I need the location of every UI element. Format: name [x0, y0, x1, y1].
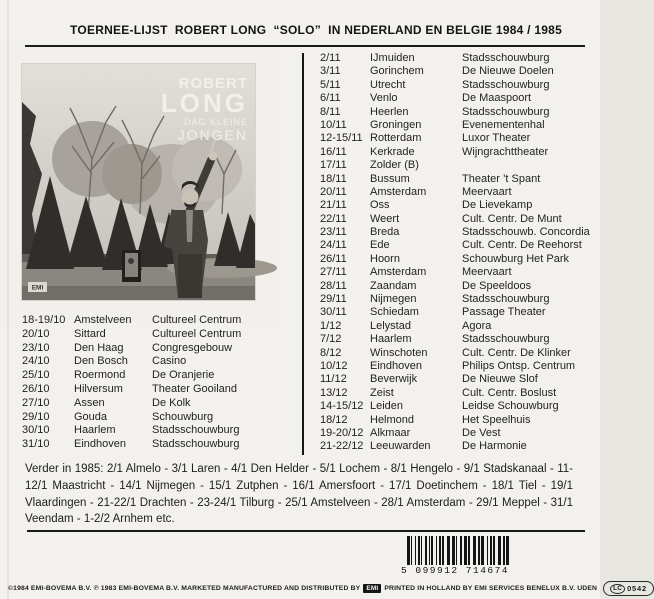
tour-city: Alkmaar [370, 426, 411, 439]
tour-date: 31/10 [22, 438, 50, 451]
tour-venue: De Oranjerie [152, 369, 215, 382]
tour-row [22, 314, 300, 328]
tour-date: 30/11 [320, 306, 347, 319]
tour-venue: Philips Ontsp. Centrum [462, 359, 576, 372]
tour-row [320, 320, 590, 333]
tour-row [320, 159, 590, 172]
tour-row [320, 65, 590, 78]
tour-row [320, 280, 590, 293]
tour-date: 18/11 [320, 172, 347, 185]
tour-city: Winschoten [370, 346, 428, 359]
tour-city: Den Bosch [74, 355, 128, 368]
tour-date: 20/11 [320, 185, 347, 198]
tour-city: Den Haag [74, 341, 124, 354]
printed-by-text: PRINTED IN HOLLAND BY EMI SERVICES BENELUX B.V. UDEN [384, 585, 598, 592]
tour-city: Rotterdam [370, 132, 422, 145]
tour-date: 16/11 [320, 145, 347, 158]
tour-venue: Evenementenhal [462, 118, 545, 131]
tour-row [320, 440, 590, 453]
tour-venue: De Speeldoos [462, 279, 532, 292]
tour-date: 5/11 [320, 78, 341, 91]
tour-row [320, 373, 590, 386]
tour-city: Amstelveen [74, 314, 132, 326]
tour-row [320, 132, 590, 145]
tour-date: 21-22/12 [320, 440, 364, 453]
tour-venue: Stadsschouwburg [462, 52, 550, 64]
barcode-number: 5 099912 714674 [400, 565, 509, 576]
tour-venue: Luxor Theater [462, 132, 531, 145]
tour-date: 29/11 [320, 293, 347, 306]
tour-row [320, 213, 590, 226]
tour-date: 18/12 [320, 413, 348, 426]
tour-city: Nijmegen [370, 293, 417, 306]
tour-row [320, 266, 590, 279]
tour-row [320, 400, 590, 413]
tour-city: Zeist [370, 386, 394, 399]
tour-date: 25/10 [22, 369, 50, 382]
tour-date: 2/11 [320, 52, 341, 64]
tour-row [320, 106, 590, 119]
tour-city: Zolder (B) [370, 159, 419, 172]
tour-list-nov-dec [320, 52, 590, 454]
tour-row [320, 146, 590, 159]
tour-venue: Meervaart [462, 185, 512, 198]
tour-venue: De Nieuwe Slof [462, 373, 538, 386]
tour-row [320, 360, 590, 373]
tour-date: 23/11 [320, 226, 347, 239]
tour-row [320, 347, 590, 360]
tour-venue: Theater ’t Spant [462, 172, 541, 185]
tour-city: Beverwijk [370, 373, 418, 386]
tour-row [22, 355, 300, 369]
tour-date: 26/10 [22, 382, 50, 395]
tour-date: 24/11 [320, 239, 347, 252]
tour-date: 27/11 [320, 266, 347, 279]
tour-city: Zaandam [370, 279, 417, 292]
tour-city: Venlo [370, 92, 398, 105]
copyright-text-left: ©1984 EMI-BOVEMA B.V. ℗ 1983 EMI-BOVEMA B.V. MARKETED MANUFACTURED AND DISTRIBUTED BY [8, 585, 361, 592]
tour-city: Roermond [74, 369, 126, 382]
footer-divider [27, 530, 585, 532]
tour-venue: Stadsschouwburg [462, 78, 550, 91]
tour-date: 20/10 [22, 327, 50, 340]
tour-row [320, 119, 590, 132]
tour-city: Sittard [74, 327, 106, 340]
tour-venue: Cult. Centr. De Reehorst [462, 239, 582, 252]
tour-venue: Cultureel Centrum [152, 327, 242, 340]
tour-venue: Cult. Centr. De Klinker [462, 346, 571, 359]
tour-row [22, 438, 300, 452]
tour-date: 12-15/11 [320, 132, 363, 145]
tour-date: 27/10 [22, 396, 50, 409]
tour-venue: Meervaart [462, 266, 512, 279]
tour-date: 18-19/10 [22, 314, 66, 326]
tour-date: 26/11 [320, 252, 347, 265]
tour-date: 17/11 [320, 159, 347, 172]
tour-venue: Leidse Schouwburg [462, 400, 559, 413]
tour-venue: Stadsschouwb. Concordia [462, 226, 590, 239]
tour-venue: De Harmonie [462, 440, 527, 453]
tour-city: Eindhoven [74, 438, 126, 451]
tour-venue: De Kolk [152, 396, 191, 409]
tour-date: 22/11 [320, 212, 347, 225]
tour-row [22, 342, 300, 356]
tour-city: Amsterdam [370, 266, 427, 279]
tour-city: Hilversum [74, 382, 123, 395]
tour-row [22, 424, 300, 438]
tour-row [320, 306, 590, 319]
tour-row [22, 369, 300, 383]
tour-row [320, 414, 590, 427]
tour-city: Oss [370, 199, 390, 212]
tour-date: 10/11 [320, 118, 347, 131]
tour-city: Breda [370, 226, 400, 239]
tour-row [22, 328, 300, 342]
emi-logo: EMI [363, 584, 381, 593]
tour-date: 14-15/12 [320, 400, 364, 413]
tour-city: Assen [74, 396, 105, 409]
tour-venue: Schouwburg Het Park [462, 252, 569, 265]
tour-row [320, 186, 590, 199]
lc-label: LC [610, 584, 625, 594]
tour-row [320, 52, 590, 65]
barcode [398, 536, 512, 578]
tour-date: 13/12 [320, 386, 348, 399]
tour-venue: Casino [152, 355, 187, 368]
tour-row [320, 79, 590, 92]
tour-city: Leeuwarden [370, 440, 431, 453]
tour-row [22, 397, 300, 411]
tour-venue: Stadsschouwburg [462, 293, 550, 306]
column-divider [302, 53, 304, 455]
tour-list-october [22, 314, 300, 452]
tour-city: Weert [370, 212, 400, 225]
tour-venue: Cultureel Centrum [152, 314, 242, 326]
tour-row [320, 173, 590, 186]
tour-venue: Cult. Centr. Boslust [462, 386, 557, 399]
tour-row [320, 387, 590, 400]
tour-venue: Stadsschouwburg [152, 424, 240, 437]
tour-city: Haarlem [74, 424, 116, 437]
tour-city: Eindhoven [370, 359, 422, 372]
tour-venue: Stadsschouwburg [462, 105, 550, 118]
tour-date: 29/10 [22, 410, 50, 423]
tour-row [320, 239, 590, 252]
tour-date: 10/12 [320, 359, 348, 372]
tour-city: Ede [370, 239, 390, 252]
lc-badge [603, 581, 654, 596]
tour-city: Utrecht [370, 78, 406, 91]
tour-row [22, 411, 300, 425]
tour-venue: Stadsschouwburg [152, 438, 240, 451]
tour-venue: Cult. Centr. De Munt [462, 212, 562, 225]
tour-date: 8/11 [320, 105, 341, 118]
tour-venue: Congresgebouw [152, 341, 233, 354]
tour-venue: Wijngrachttheater [462, 145, 549, 158]
tour-date: 28/11 [320, 279, 347, 292]
tour-date: 19-20/12 [320, 426, 364, 439]
tour-row [320, 253, 590, 266]
tour-city: Groningen [370, 118, 422, 131]
tour-row [320, 226, 590, 239]
tour-row [22, 383, 300, 397]
tour-venue: Passage Theater [462, 306, 546, 319]
tour-date: 1/12 [320, 319, 342, 332]
tour-city: Lelystad [370, 319, 411, 332]
tour-row [320, 293, 590, 306]
tour-date: 3/11 [320, 65, 341, 78]
tour-row [320, 92, 590, 105]
lc-number: 0542 [627, 584, 647, 593]
tour-city: Gouda [74, 410, 108, 423]
tour-venue: De Vest [462, 426, 501, 439]
tour-city: Amsterdam [370, 185, 427, 198]
tour-city: Bussum [370, 172, 410, 185]
tour-row [320, 333, 590, 346]
title-divider [25, 45, 585, 47]
tour-date: 11/12 [320, 373, 347, 386]
tour-date: 30/10 [22, 424, 50, 437]
tour-date: 23/10 [22, 341, 50, 354]
tour-venue: Schouwburg [152, 410, 214, 423]
tour-venue: Theater Gooiland [152, 382, 237, 395]
tour-row [320, 199, 590, 212]
tour-city: IJmuiden [370, 52, 415, 64]
barcode-bars [407, 536, 509, 565]
tour-date: 24/10 [22, 355, 50, 368]
tour-city: Haarlem [370, 333, 412, 346]
tour-row [320, 427, 590, 440]
tour-city: Gorinchem [370, 65, 424, 78]
tour-city: Heerlen [370, 105, 409, 118]
tour-city: Kerkrade [370, 145, 415, 158]
tour-venue: Agora [462, 319, 492, 332]
page-title: TOERNEE-LIJST ROBERT LONG “SOLO” IN NEDERLAND EN BELGIE 1984 / 1985 [70, 23, 563, 37]
more-dates-1985: Verder in 1985: 2/1 Almelo - 3/1 Laren - 4/1 Den Helder - 5/1 Lochem - 8/1 Hengelo - 9/1 Stadskanaal - 11-12/1 Maastricht - 14/1 Nijmegen - 15/1 Zutphen - 16/1 Amersfoort - 17/1 Doetinchem - 18/1 Tiel - 19/1 Vlaardingen - 21-22/1 Drachten - 23-24/1 Tilburg - 25/1 Amstelveen - 28/1 Amsterdam - 29/1 Meppel - 31/1 Veendam - 1-2/2 Arnhem etc. [25, 463, 573, 526]
tour-venue: De Lievekamp [462, 199, 533, 212]
tour-date: 7/12 [320, 333, 342, 346]
tour-date: 21/11 [320, 199, 347, 212]
tour-city: Hoorn [370, 252, 400, 265]
album-cover-photo [22, 64, 255, 300]
tour-city: Schiedam [370, 306, 419, 319]
tour-venue: De Nieuwe Doelen [462, 65, 554, 78]
tour-city: Leiden [370, 400, 404, 413]
tour-city: Helmond [370, 413, 415, 426]
footer-credits [8, 581, 647, 596]
tour-venue [462, 159, 590, 172]
tour-date: 8/12 [320, 346, 342, 359]
paper-crease [7, 0, 9, 599]
tour-date: 6/11 [320, 92, 341, 105]
tour-venue: Stadsschouwburg [462, 333, 550, 346]
tour-venue: De Maaspoort [462, 92, 532, 105]
tour-venue: Het Speelhuis [462, 413, 531, 426]
